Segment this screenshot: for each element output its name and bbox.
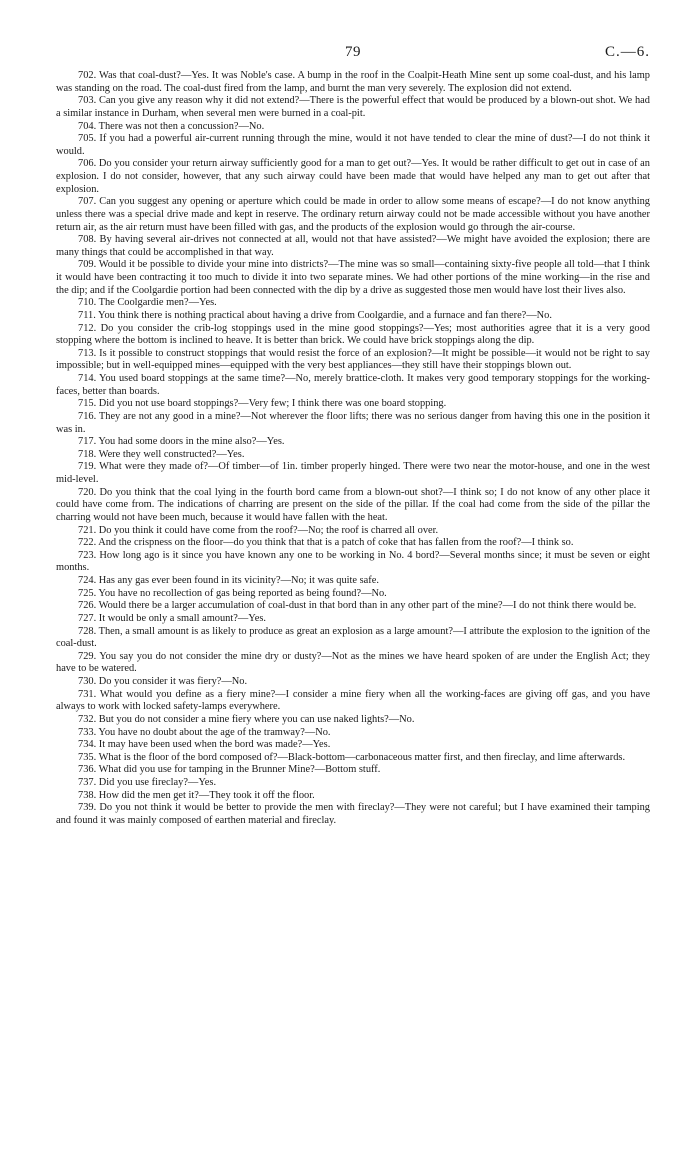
question-answer-paragraph: 734. It may have been used when the bord was made?—Yes. <box>78 739 331 751</box>
question-answer-paragraph: 719. What were they made of?—Of timber—of 1in. timber properly hinged. There were two near the motor-house, and one in the west mid-level. <box>56 461 650 485</box>
question-answer-paragraph: 708. By having several air-drives not connected at all, would not that have assisted?—We might have avoided the explosion; there are many things that could be accomplished in that way. <box>56 234 650 258</box>
question-answer-paragraph: 723. How long ago is it since you have known any one to be working in No. 4 bord?—Several months since; it must be seven or eight months. <box>56 549 650 574</box>
question-answer-paragraph: 714. You used board stoppings at the same time?—No, merely brattice-cloth. It makes very good temporary stoppings for the working-faces, better than boards. <box>56 373 650 397</box>
question-answer-paragraph: 721. Do you think it could have come from the roof?—No; the roof is charred all over. <box>78 524 439 536</box>
question-answer-paragraph: 730. Do you consider it was fiery?—No. <box>78 676 248 687</box>
question-answer-paragraph: 713. Is it possible to construct stoppings that would resist the force of an explosion?—It might be possible—it would not be right to say impossible; but in well-equipped mines—equipped with the very best appliances—they still have their stoppings blown out. <box>56 347 650 372</box>
question-answer-paragraph: 738. How did the men get it?—They took it off the floor. <box>78 789 315 801</box>
question-answer-paragraph: 727. It would be only a small amount?—Yes. <box>78 612 266 624</box>
evidence-text <box>56 70 650 828</box>
question-answer-paragraph: 710. The Coolgardie men?—Yes. <box>78 297 217 309</box>
question-answer-paragraph: 711. You think there is nothing practical about having a drive from Coolgardie, and a furnace and fan there?—No. <box>78 309 552 321</box>
question-answer-paragraph: 735. What is the floor of the bord composed of?—Black-bottom—carbonaceous matter first, and then fireclay, and lime afterwards. <box>78 751 626 763</box>
question-answer-paragraph: 703. Can you give any reason why it did not extend?—There is the powerful effect that would be produced by a blown-out shot. We had a similar instance in Durham, when several men were burned in a coal-pit. <box>56 95 650 119</box>
question-answer-paragraph: 706. Do you consider your return airway sufficiently good for a man to get out?—Yes. It would be rather difficult to get out in case of an explosion. I do not consider, however, that any such airway could have been made that would have helped any man to get out after that explosion. <box>56 158 650 195</box>
question-answer-paragraph: 725. You have no recollection of gas being reported as being found?—No. <box>78 587 387 599</box>
question-answer-paragraph: 716. They are not any good in a mine?—Not wherever the floor lifts; there was no serious danger from having this one in the position it was in. <box>56 410 650 435</box>
question-answer-paragraph: 704. There was not then a concussion?—No. <box>78 120 265 132</box>
question-answer-paragraph: 715. Did you not use board stoppings?—Very few; I think there was one board stopping. <box>78 398 447 410</box>
question-answer-paragraph: 705. If you had a powerful air-current running through the mine, would it not have tended to clear the mine of dust?—I do not think it would. <box>56 133 650 157</box>
question-answer-paragraph: 729. You say you do not consider the mine dry or dusty?—Not as the mines we have heard spoken of are under the English Act; they have to be watered. <box>56 650 650 675</box>
question-answer-paragraph: 733. You have no doubt about the age of the tramway?—No. <box>78 726 331 738</box>
page-header <box>56 44 650 70</box>
question-answer-paragraph: 717. You had some doors in the mine also?—Yes. <box>78 436 285 448</box>
question-answer-paragraph: 736. What did you use for tamping in the Brunner Mine?—Bottom stuff. <box>78 764 381 776</box>
question-answer-paragraph: 728. Then, a small amount is as likely to produce as great an explosion as a large amount?—I attribute the explosion to the ignition of the coal-dust. <box>56 625 650 650</box>
question-answer-paragraph: 739. Do you not think it would be better to provide the men with fireclay?—They were not careful; but I have examined their tamping and found it was mainly composed of earthen material and fireclay. <box>56 802 650 826</box>
question-answer-paragraph: 707. Can you suggest any opening or aperture which could be made in order to allow some means of escape?—I do not know anything unless there was a special drive made and kept in reserve. The ordinary return airway could not be made accessible without you have another return air, as the air return must have been filled with gas, and the products of the explosion would go through the air-course. <box>56 196 650 233</box>
page-reference: C.—6. <box>604 44 650 60</box>
page-number: 79 <box>345 44 361 60</box>
question-answer-paragraph: 702. Was that coal-dust?—Yes. It was Noble's case. A bump in the roof in the Coalpit-Heath Mine sent up some coal-dust, and his lamp was standing on the road. The coal-dust fired from the lamp, and burnt the man very severely. The explosion did not extend. <box>56 70 650 94</box>
question-answer-paragraph: 709. Would it be possible to divide your mine into districts?—The mine was so small—containing sixty-five people all told—that I think it would have been contracting it too much to divide it into two separate mines. We had other portions of the mine working—in the rise and the dip; and if the Coolgardie portion had been connected with the dip by a drive as suggested those men would have lost their lives also. <box>56 259 650 296</box>
question-answer-paragraph: 731. What would you define as a fiery mine?—I consider a mine fiery when all the working-faces are giving off gas, and you have always to work with locked safety-lamps everywhere. <box>56 688 650 713</box>
question-answer-paragraph: 722. And the crispness on the floor—do you think that that is a patch of coke that has fallen from the roof?—I think so. <box>78 537 574 549</box>
question-answer-paragraph: 732. But you do not consider a mine fiery where you can use naked lights?—No. <box>78 713 415 725</box>
question-answer-paragraph: 718. Were they well constructed?—Yes. <box>78 448 245 460</box>
question-answer-paragraph: 724. Has any gas ever been found in its vicinity?—No; it was quite safe. <box>78 575 379 586</box>
question-answer-paragraph: 720. Do you think that the coal lying in the fourth bord came from a blown-out shot?—I think so; I do not know of any other place it could have come from. The indications of charring are present on the side of the pillar. If the coal had come from the side of the pillar the charring would not have been much, because it would have fallen with the heat. <box>56 486 650 523</box>
question-answer-paragraph: 712. Do you consider the crib-log stoppings used in the mine good stoppings?—Yes; most authorities agree that it is a very good stopping where the bottom is inclined to heave. It is better than brick. We could have brick stoppings along the dip. <box>56 322 650 347</box>
question-answer-paragraph: 737. Did you use fireclay?—Yes. <box>78 777 217 788</box>
question-answer-paragraph: 726. Would there be a larger accumulation of coal-dust in that bord than in any other part of the mine?—I do not think there would be. <box>78 600 637 612</box>
